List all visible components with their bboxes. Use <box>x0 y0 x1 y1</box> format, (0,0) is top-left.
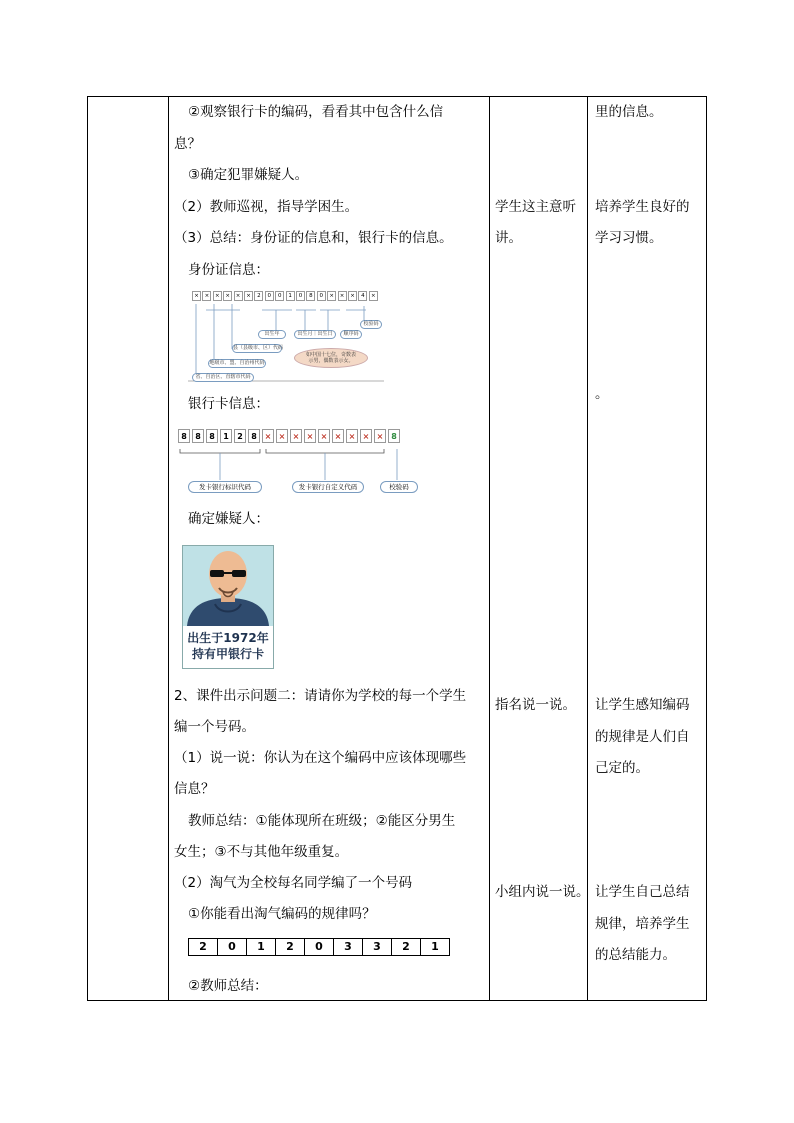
id-digit-cell: 0 <box>275 291 284 301</box>
suspect-caption-year: 出生于1972年 <box>187 631 269 645</box>
design-intent: 学习习惯。 <box>595 230 663 246</box>
student-code-digit: 2 <box>189 939 218 955</box>
id-digit-cell: × <box>348 291 357 301</box>
design-intent: 的规律是人们自 <box>595 729 690 745</box>
student-code-boxes <box>188 938 450 956</box>
problem-two: 2、课件出示问题二：请请你为学校的每一个学生 <box>174 688 467 704</box>
id-digit-cell: 8 <box>306 291 315 301</box>
student-code-digit: 3 <box>334 939 363 955</box>
question-line-cont: 息？ <box>174 136 201 152</box>
taoqi-line: （2）淘气为全校每名同学编了一个号码 <box>174 875 413 891</box>
bank-digit-cell: × <box>304 429 316 443</box>
bank-digit-cell: 1 <box>220 429 232 443</box>
bank-digit-cell: 8 <box>192 429 204 443</box>
discuss-line-cont: 信息？ <box>174 781 215 797</box>
label-city: 地级市、盟、自治州代码 <box>209 360 265 366</box>
bank-digit-cell: × <box>332 429 344 443</box>
student-activity: 小组内说一说。 <box>495 884 590 900</box>
question-line: ③确定犯罪嫌疑人。 <box>188 167 309 183</box>
teacher-summary-cont: 女生；③不与其他年级重复。 <box>174 844 349 860</box>
design-intent: 己定的。 <box>595 760 649 776</box>
bank-digit-cell: × <box>318 429 330 443</box>
suspect-caption-card: 持有甲银行卡 <box>191 647 264 661</box>
design-intent: 。 <box>595 386 609 402</box>
id-digit-cell: 2 <box>254 291 263 301</box>
id-digit-cell: 4 <box>358 291 367 301</box>
student-activity-cont: 讲。 <box>495 230 522 246</box>
student-activity: 指名说一说。 <box>495 697 576 713</box>
suspect-picture <box>182 545 274 669</box>
column-divider-3 <box>587 97 588 1000</box>
id-digit-cell: × <box>234 291 243 301</box>
student-code-digit: 3 <box>363 939 392 955</box>
id-digit-cell: 0 <box>317 291 326 301</box>
design-intent: 的总结能力。 <box>595 947 676 963</box>
id-card-diagram <box>188 288 384 383</box>
label-custom-code: 发卡银行自定义代码 <box>292 481 364 493</box>
id-digit-cell: × <box>213 291 222 301</box>
teacher-summary: 教师总结：①能体现所在班级；②能区分男生 <box>188 813 456 829</box>
bank-card-title: 银行卡信息： <box>188 396 269 412</box>
discuss-line: （1）说一说：你认为在这个编码中应该体现哪些 <box>174 750 467 766</box>
label-birth-month-day: 出生月｜出生日 <box>294 330 336 339</box>
bank-digit-cell: × <box>290 429 302 443</box>
label-county: 县（县级市、区）代码 <box>233 345 284 351</box>
design-intent: 里的信息。 <box>595 104 663 120</box>
bank-digit-cell: 8 <box>178 429 190 443</box>
student-code-digit: 0 <box>218 939 247 955</box>
taoqi-question: ①你能看出淘气编码的规律吗？ <box>188 906 376 922</box>
label-birth-month: 出生月 <box>297 331 313 337</box>
id-card-title: 身份证信息： <box>188 262 269 278</box>
design-intent: 让学生自己总结 <box>595 884 690 900</box>
id-digit-cell: 0 <box>296 291 305 301</box>
note-oval: 如中国十七位，奇数表示男，偶数表示女。 <box>294 348 368 368</box>
label-check: 校验码 <box>360 320 382 329</box>
id-digit-cell: 1 <box>286 291 295 301</box>
id-digit-cell: × <box>369 291 378 301</box>
label-bank-code: 发卡银行标识代码 <box>188 481 262 493</box>
bank-digit-cell: × <box>360 429 372 443</box>
bank-digit-cell: × <box>276 429 288 443</box>
student-code-digit: 1 <box>431 940 439 953</box>
problem-two-cont: 编一个号码。 <box>174 719 255 735</box>
bank-digit-cell: 2 <box>234 429 246 443</box>
id-digit-cell: × <box>202 291 211 301</box>
question-line: ②观察银行卡的编码，看看其中包含什么信 <box>188 104 444 120</box>
bank-digit-cell: × <box>374 429 386 443</box>
label-birth-day: 出生日 <box>317 331 333 337</box>
column-divider-1 <box>168 97 169 1000</box>
teacher-summary-2: ②教师总结： <box>188 978 268 994</box>
bank-digit-cell: × <box>346 429 358 443</box>
bank-card-diagram <box>176 428 426 494</box>
student-code-digit: 1 <box>247 939 276 955</box>
label-birth-year: 出生年 <box>258 330 286 339</box>
step-line: （3）总结：身份证的信息和，银行卡的信息。 <box>174 230 453 246</box>
design-intent: 培养学生良好的 <box>595 199 690 215</box>
id-digit-cell: × <box>244 291 253 301</box>
design-intent: 规律，培养学生 <box>595 916 690 932</box>
student-activity: 学生这主意听 <box>495 199 576 215</box>
bank-digit-cell: 8 <box>206 429 218 443</box>
column-divider-2 <box>489 97 490 1000</box>
bank-digit-cell: 8 <box>388 429 400 443</box>
label-order: 顺序码 <box>340 330 362 339</box>
suspect-title: 确定嫌疑人： <box>188 511 269 527</box>
id-digit-cell: × <box>192 291 201 301</box>
student-code-digit: 2 <box>392 939 421 955</box>
label-province: 省、自治区、直辖市代码 <box>192 373 254 382</box>
id-digit-cell: 0 <box>265 291 274 301</box>
id-digit-cell: × <box>223 291 232 301</box>
label-check-code: 校验码 <box>380 481 418 493</box>
step-line: （2）教师巡视，指导学困生。 <box>174 199 359 215</box>
suspect-figure <box>183 546 273 626</box>
id-digit-cell: × <box>338 291 347 301</box>
id-digit-cell: × <box>327 291 336 301</box>
student-code-digit: 2 <box>276 939 305 955</box>
bank-digit-cell: 8 <box>248 429 260 443</box>
student-code-digit: 0 <box>305 939 334 955</box>
design-intent: 让学生感知编码 <box>595 697 690 713</box>
bank-digit-cell: × <box>262 429 274 443</box>
